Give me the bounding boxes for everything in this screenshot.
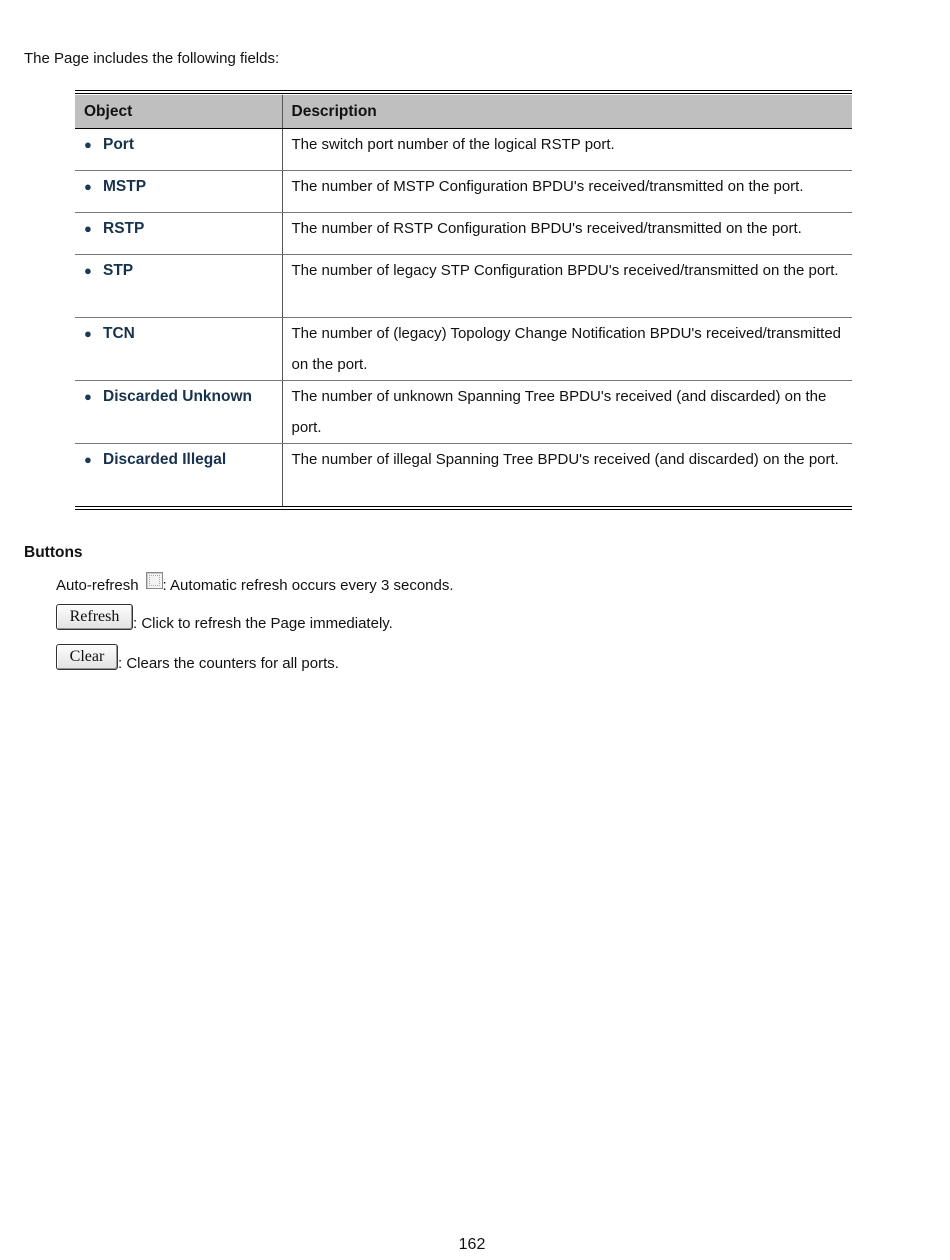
bullet-icon: ● — [84, 452, 92, 467]
clear-line — [56, 644, 339, 672]
object-name: TCN — [103, 325, 135, 342]
table-row — [75, 213, 852, 255]
clear-button[interactable]: Clear — [56, 644, 118, 670]
refresh-text: : Click to refresh the Page immediately. — [133, 615, 393, 632]
object-description: The number of legacy STP Configuration BPDU's received/transmitted on the port. — [282, 255, 852, 318]
bullet-icon: ● — [84, 263, 92, 278]
auto-refresh-label: Auto-refresh — [56, 577, 139, 594]
description-column-header: Description — [282, 95, 852, 129]
object-description: The number of (legacy) Topology Change Notification BPDU's received/transmitted on the port. — [282, 318, 852, 381]
object-description: The number of MSTP Configuration BPDU's received/transmitted on the port. — [282, 171, 852, 213]
object-name: RSTP — [103, 220, 145, 237]
object-description: The switch port number of the logical RSTP port. — [282, 129, 852, 171]
object-name: Discarded Unknown — [103, 388, 252, 405]
table-row — [75, 255, 852, 318]
table-row — [75, 129, 852, 171]
auto-refresh-line — [56, 572, 454, 594]
auto-refresh-text: : Automatic refresh occurs every 3 seconds. — [162, 577, 454, 594]
bullet-icon: ● — [84, 221, 92, 236]
bullet-icon: ● — [84, 137, 92, 152]
bullet-icon: ● — [84, 179, 92, 194]
refresh-button[interactable]: Refresh — [56, 604, 133, 630]
object-name: Discarded Illegal — [103, 451, 227, 468]
refresh-line — [56, 604, 393, 632]
table-row — [75, 444, 852, 507]
table-row — [75, 171, 852, 213]
object-description: The number of RSTP Configuration BPDU's received/transmitted on the port. — [282, 213, 852, 255]
buttons-heading: Buttons — [24, 544, 83, 561]
object-name: STP — [103, 262, 134, 279]
table-row — [75, 318, 852, 381]
clear-text: : Clears the counters for all ports. — [118, 655, 339, 672]
auto-refresh-checkbox[interactable] — [146, 572, 163, 589]
fields-table — [75, 90, 852, 510]
intro-text: The Page includes the following fields: — [24, 50, 280, 67]
table-row — [75, 381, 852, 444]
page-number: 162 — [458, 1236, 486, 1253]
object-description: The number of illegal Spanning Tree BPDU's received (and discarded) on the port. — [291, 451, 839, 468]
bullet-icon: ● — [84, 326, 92, 341]
bullet-icon: ● — [84, 389, 92, 404]
object-column-header: Object — [75, 95, 282, 129]
table-header-row — [75, 95, 852, 129]
object-description: The number of unknown Spanning Tree BPDU's received (and discarded) on the port. — [282, 381, 852, 444]
object-name: MSTP — [103, 178, 147, 195]
object-name: Port — [103, 136, 134, 153]
